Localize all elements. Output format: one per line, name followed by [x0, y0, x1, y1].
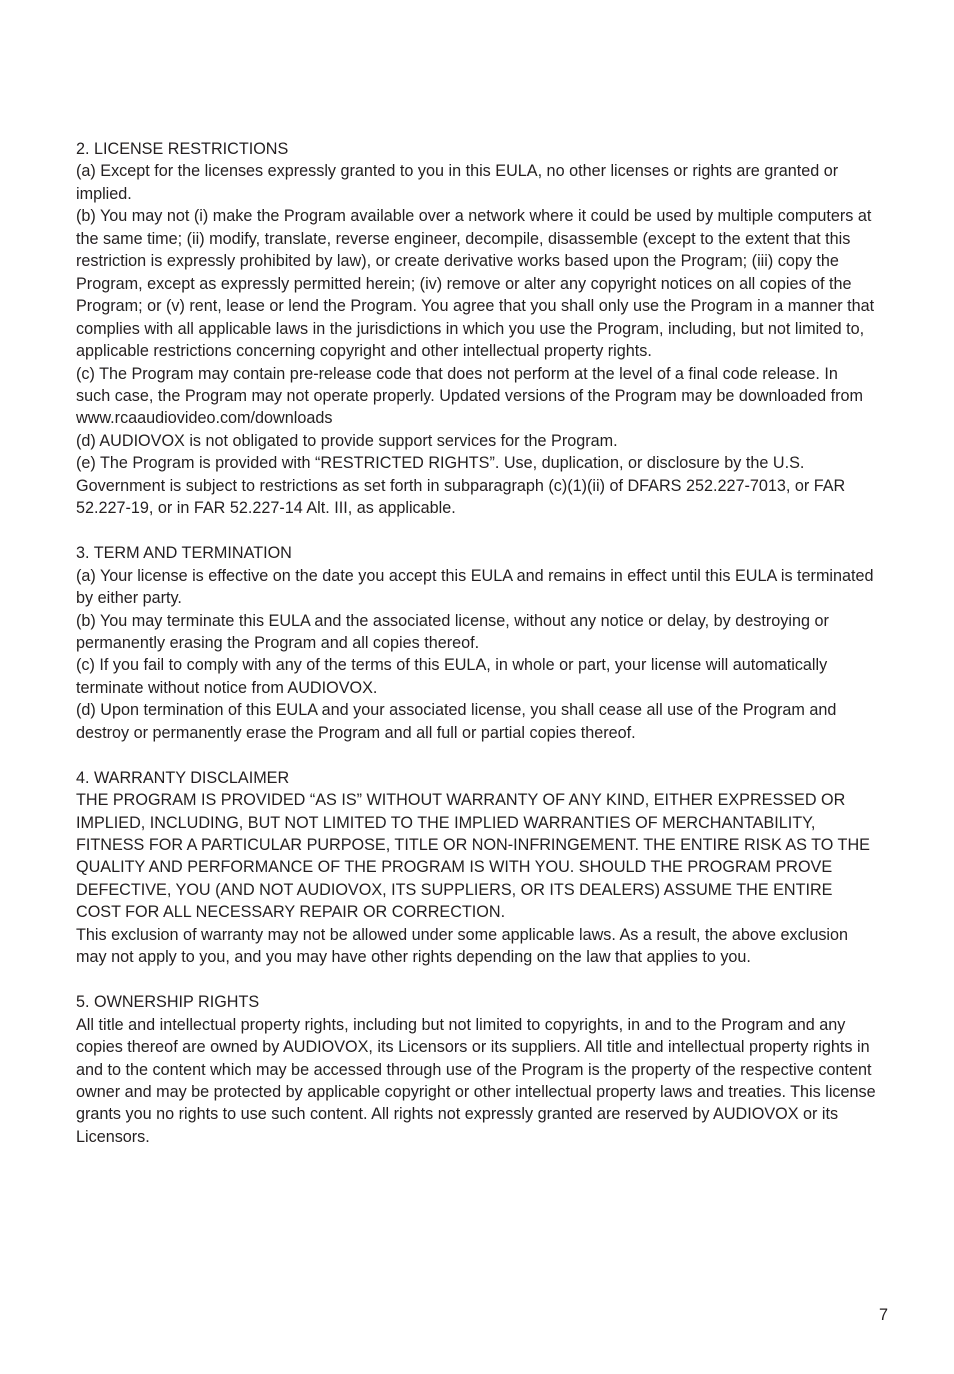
- paragraph: (c) The Program may contain pre-release code that does not perform at the level of a final code release. In such case, the Program may not operate properly. Updated versions of the Program may be downloaded from www.rcaaudiovideo.com/downloads: [76, 364, 863, 428]
- paragraph: (d) AUDIOVOX is not obligated to provide support services for the Program.: [76, 431, 618, 450]
- paragraph: All title and intellectual property rights, including but not limited to copyrights, in and to the Program and any copies thereof are owned by AUDIOVOX, its Licensors or its suppliers. All title and intellectual property rights in and to the content which may be accessed through use of the Program is the property of the respective content owner and may be protected by applicable copyright or other intellectual property laws and treaties. This license grants you no rights to use such content. All rights not expressly granted are reserved by AUDIOVOX or its Licensors.: [76, 1015, 876, 1146]
- paragraph: (b) You may terminate this EULA and the associated license, without any notice or delay, by destroying or permanently erasing the Program and all copies thereof.: [76, 611, 829, 652]
- section-term-and-termination: [76, 542, 876, 744]
- section-heading: 3. TERM AND TERMINATION: [76, 544, 292, 563]
- paragraph: (b) You may not (i) make the Program available over a network where it could be used by multiple computers at the same time; (ii) modify, translate, reverse engineer, decompile, disassemble (except to the extent that this restriction is expressly prohibited by law), or create derivative works based upon the Program; (iii) copy the Program, except as expressly permitted herein; (iv) remove or alter any copyright notices on all copies of the Program; or (v) rent, lease or lend the Program. You agree that you shall only use the Program in a manner that complies with all applicable laws in the jurisdictions in which you use the Program, including, but not limited to, applicable restrictions concerning copyright and other intellectual property rights.: [76, 207, 875, 361]
- section-heading: 2. LICENSE RESTRICTIONS: [76, 140, 289, 158]
- section-heading: 4. WARRANTY DISCLAIMER: [76, 768, 290, 787]
- page-number: 7: [878, 1306, 888, 1324]
- paragraph: (e) The Program is provided with “RESTRICTED RIGHTS”. Use, duplication, or disclosure by the U.S. Government is subject to restrictions as set forth in subparagraph (c)(1)(ii) of DFARS 252.227-7013, or FAR 52.227-19, or in FAR 52.227-14 Alt. III, as applicable.: [76, 454, 846, 518]
- section-license-restrictions: [76, 138, 876, 520]
- paragraph: (c) If you fail to comply with any of the terms of this EULA, in whole or part, your license will automatically terminate without notice from AUDIOVOX.: [76, 656, 828, 697]
- paragraph: (d) Upon termination of this EULA and your associated license, you shall cease all use of the Program and destroy or permanently erase the Program and all full or partial copies thereof.: [76, 701, 837, 742]
- paragraph: THE PROGRAM IS PROVIDED “AS IS” WITHOUT WARRANTY OF ANY KIND, EITHER EXPRESSED OR IMPLIED, INCLUDING, BUT NOT LIMITED TO THE IMPLIED WARRANTIES OF MERCHANTABILITY, FITNESS FOR A PARTICULAR PURPOSE, TITLE OR NON-INFRINGEMENT. THE ENTIRE RISK AS TO THE QUALITY AND PERFORMANCE OF THE PROGRAM IS WITH YOU. SHOULD THE PROGRAM PROVE DEFECTIVE, YOU (AND NOT AUDIOVOX, ITS SUPPLIERS, OR ITS DEALERS) ASSUME THE ENTIRE COST FOR ALL NECESSARY REPAIR OR CORRECTION.: [76, 791, 870, 922]
- paragraph: This exclusion of warranty may not be allowed under some applicable laws. As a result, the above exclusion may not apply to you, and you may have other rights depending on the law that applies to you.: [76, 925, 849, 967]
- section-warranty-disclaimer: [76, 767, 876, 969]
- section-heading: 5. OWNERSHIP RIGHTS: [76, 993, 260, 1012]
- paragraph: (a) Except for the licenses expressly granted to you in this EULA, no other licenses or rights are granted or implied.: [76, 162, 839, 203]
- document-body: [76, 138, 876, 1171]
- section-ownership-rights: [76, 991, 876, 1148]
- paragraph: (a) Your license is effective on the date you accept this EULA and remains in effect until this EULA is terminated by either party.: [76, 566, 874, 608]
